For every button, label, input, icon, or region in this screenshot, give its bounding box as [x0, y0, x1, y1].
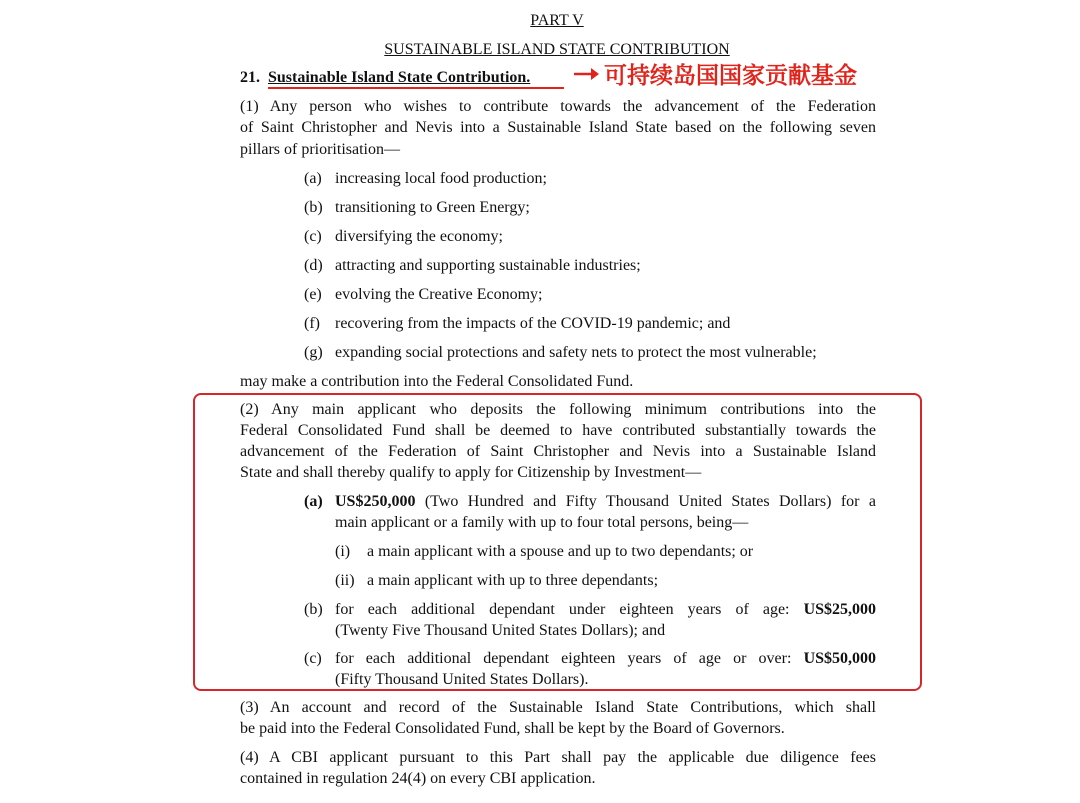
item-c-line-1: [335, 648, 876, 669]
list-item-label: (g): [304, 344, 323, 361]
para1-line-3: pillars of prioritisation—: [240, 141, 400, 158]
list-item-text: attracting and supporting sustainable industries;: [335, 257, 641, 274]
item-b-line-2: (Twenty Five Thousand United States Dollars); and: [335, 622, 666, 639]
list-item-text: recovering from the impacts of the COVID-19 pandemic; and: [335, 315, 731, 332]
para4-line-2: contained in regulation 24(4) on every CBI application.: [240, 770, 596, 787]
para3-line-2: be paid into the Federal Consolidated Fund, shall be kept by the Board of Governors.: [240, 720, 785, 737]
para1-line-1: (1) Any person who wishes to contribute towards the advancement of the Federation: [240, 98, 876, 115]
list-item-label: (b): [304, 199, 323, 216]
annotation-underline: [268, 87, 564, 89]
para2-line-3: advancement of the Federation of Saint Christopher and Nevis into a Sustainable Island: [240, 443, 876, 460]
list-item-label: (c): [304, 228, 322, 245]
para2-line-4: State and shall thereby qualify to apply for Citizenship by Investment—: [240, 464, 702, 481]
sub-item-text: a main applicant with up to three dependants;: [367, 572, 659, 589]
sub-item-text: a main applicant with a spouse and up to two dependants; or: [367, 543, 754, 560]
item-a-rest: (Two Hundred and Fifty Thousand United States Dollars) for a: [415, 493, 876, 510]
item-c-label: (c): [304, 650, 322, 667]
item-c-amount: US$50,000: [803, 650, 877, 667]
annotation-chinese-text: 可持续岛国国家贡献基金: [604, 63, 857, 89]
list-item-text: expanding social protections and safety nets to protect the most vulnerable;: [335, 344, 817, 361]
item-b-text: for each additional dependant under eighteen years of age:: [335, 601, 790, 618]
part-heading: SUSTAINABLE ISLAND STATE CONTRIBUTION: [384, 41, 730, 58]
section-number: 21.: [240, 69, 260, 86]
list-item-label: (e): [304, 286, 322, 303]
item-b-label: (b): [304, 601, 323, 618]
para4-line-1: (4) A CBI applicant pursuant to this Part shall pay the applicable due diligence fees: [240, 749, 876, 766]
item-b-amount: US$25,000: [803, 601, 877, 618]
item-c-line-2: (Fifty Thousand United States Dollars).: [335, 671, 589, 688]
list-item-text: transitioning to Green Energy;: [335, 199, 530, 216]
item-a-line-2: main applicant or a family with up to four total persons, being—: [335, 514, 749, 531]
item-a-amount: US$250,000: [335, 493, 416, 510]
section-heading: [240, 67, 530, 88]
list-item-label: (d): [304, 257, 323, 274]
annotation-arrow-icon: [572, 63, 600, 85]
item-c-text: for each additional dependant eighteen years of age or over:: [335, 650, 792, 667]
para1-line-2: of Saint Christopher and Nevis into a Sustainable Island State based on the following seven: [240, 119, 876, 136]
item-a-line-1: [335, 491, 876, 512]
para3-line-1: (3) An account and record of the Sustainable Island State Contributions, which shall: [240, 699, 876, 716]
sub-item-label: (ii): [335, 572, 355, 589]
section-title: Sustainable Island State Contribution.: [268, 69, 531, 86]
list-item-text: increasing local food production;: [335, 170, 547, 187]
sub-item-label: (i): [335, 543, 351, 560]
list-item-label: (a): [304, 170, 322, 187]
part-label: PART V: [530, 12, 584, 29]
list-item-text: evolving the Creative Economy;: [335, 286, 543, 303]
para1-closing: may make a contribution into the Federal Consolidated Fund.: [240, 373, 634, 390]
item-a-label: (a): [304, 493, 323, 510]
item-b-line-1: [335, 599, 876, 620]
para2-line-2: Federal Consolidated Fund shall be deemed to have contributed substantially towards the: [240, 422, 876, 439]
list-item-label: (f): [304, 315, 320, 332]
list-item-text: diversifying the economy;: [335, 228, 503, 245]
para2-line-1: (2) Any main applicant who deposits the following minimum contributions into the: [240, 401, 876, 418]
